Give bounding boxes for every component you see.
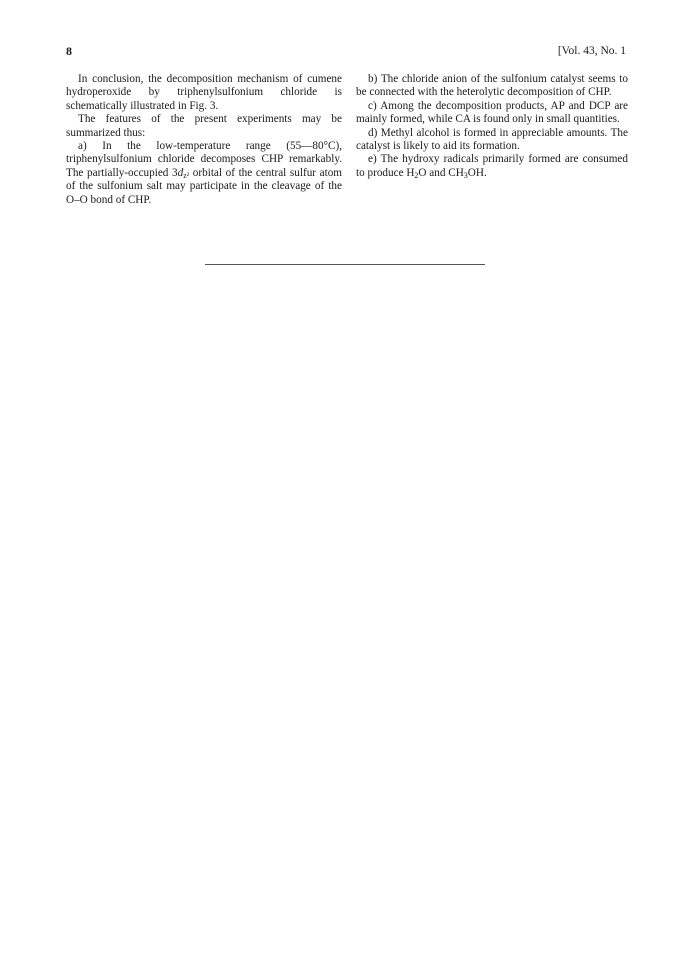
paragraph-conclusion: In conclusion, the decomposition mechanism of cumene hydroperoxide by triphenylsulfonium chloride is schematically illustrated in Fig. 3. bbox=[66, 73, 342, 112]
paragraph-item-b: b) The chloride anion of the sulfonium catalyst seems to be connected with the heterolytic decomposition of CHP. bbox=[356, 73, 628, 99]
item-a-text-start: a) In the low-temperature range (55—80°C), triphenylsulfonium chloride decomposes CHP remarkably. The partially-occupied 3 bbox=[66, 140, 342, 179]
item-a-text-end: orbital of the central sulfur atom of the sulfonium salt may participate in the cleavage of the O–O bond of CHP. bbox=[66, 166, 343, 206]
paragraph-item-d: d) Methyl alcohol is formed in appreciable amounts. The catalyst is likely to aid its formation. bbox=[356, 126, 628, 153]
left-column bbox=[66, 73, 342, 207]
paragraph-summary-intro: The features of the present experiments may be summarized thus: bbox=[66, 113, 342, 139]
methanol-subscript: 3 bbox=[463, 170, 468, 180]
paragraph-item-a bbox=[66, 140, 342, 207]
right-column bbox=[356, 73, 628, 180]
paragraph-item-c: c) Among the decomposition products, AP and DCP are mainly formed, while CA is found only in small quantities. bbox=[356, 99, 628, 126]
orbital-subscript: z² bbox=[183, 170, 190, 180]
orbital-symbol: d bbox=[177, 166, 184, 179]
page-number: 8 bbox=[66, 44, 72, 58]
water-subscript: 2 bbox=[414, 170, 419, 180]
section-end-rule bbox=[205, 264, 485, 265]
item-e-text-start: e) The hydroxy radicals primarily formed are consumed to produce H bbox=[356, 153, 628, 179]
item-e-text-middle: O and CH bbox=[418, 166, 464, 179]
paragraph-item-e bbox=[356, 153, 628, 180]
item-e-text-end: OH. bbox=[467, 166, 487, 179]
journal-reference: [Vol. 43, No. 1 bbox=[557, 45, 626, 57]
